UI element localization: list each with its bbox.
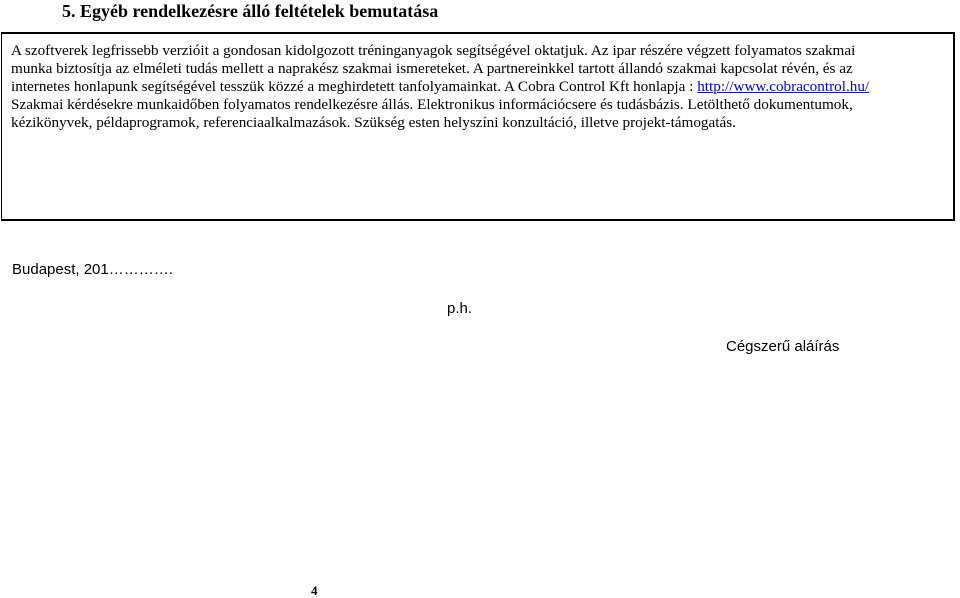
box-text-line: A szoftverek legfrissebb verzióit a gondosan kidolgozott tréninganyagok segítségével oktatjuk. Az ipar részére végzett folyamatos szakmai — [11, 42, 856, 59]
signature-label: Cégszerű aláírás — [726, 338, 840, 355]
box-text-line: munka biztosítja az elméleti tudás mellett a naprakész szakmai ismereteket. A partnereinkkel tartott állandó szakmai kapcsolat révén, és az — [11, 60, 853, 77]
page-number: 4 — [311, 583, 318, 598]
box-text-line: Szakmai kérdésekre munkaidőben folyamatos rendelkezésre állás. Elektronikus információcsere és tudásbázis. Letölthető dokumentumok, — [11, 96, 853, 113]
box-text-line: kézikönyvek, példaprogramok, referenciaalkalmazások. Szükség esten helyszíni konzultáció, illetve projekt-támogatás. — [11, 114, 736, 131]
box-text-line — [11, 77, 869, 97]
place-date: Budapest, 201…………. — [12, 261, 173, 278]
description-box — [1, 32, 955, 221]
stamp-placeholder: p.h. — [447, 300, 473, 317]
section-heading: 5. Egyéb rendelkezésre álló feltételek bemutatása — [62, 1, 439, 21]
website-link[interactable]: http://www.cobracontrol.hu/ — [697, 78, 870, 95]
box-text-segment: internetes honlapunk segítségével tesszük közzé a meghirdetett tanfolyamainkat. A Cobra Control Kft honlapja : — [11, 78, 698, 95]
